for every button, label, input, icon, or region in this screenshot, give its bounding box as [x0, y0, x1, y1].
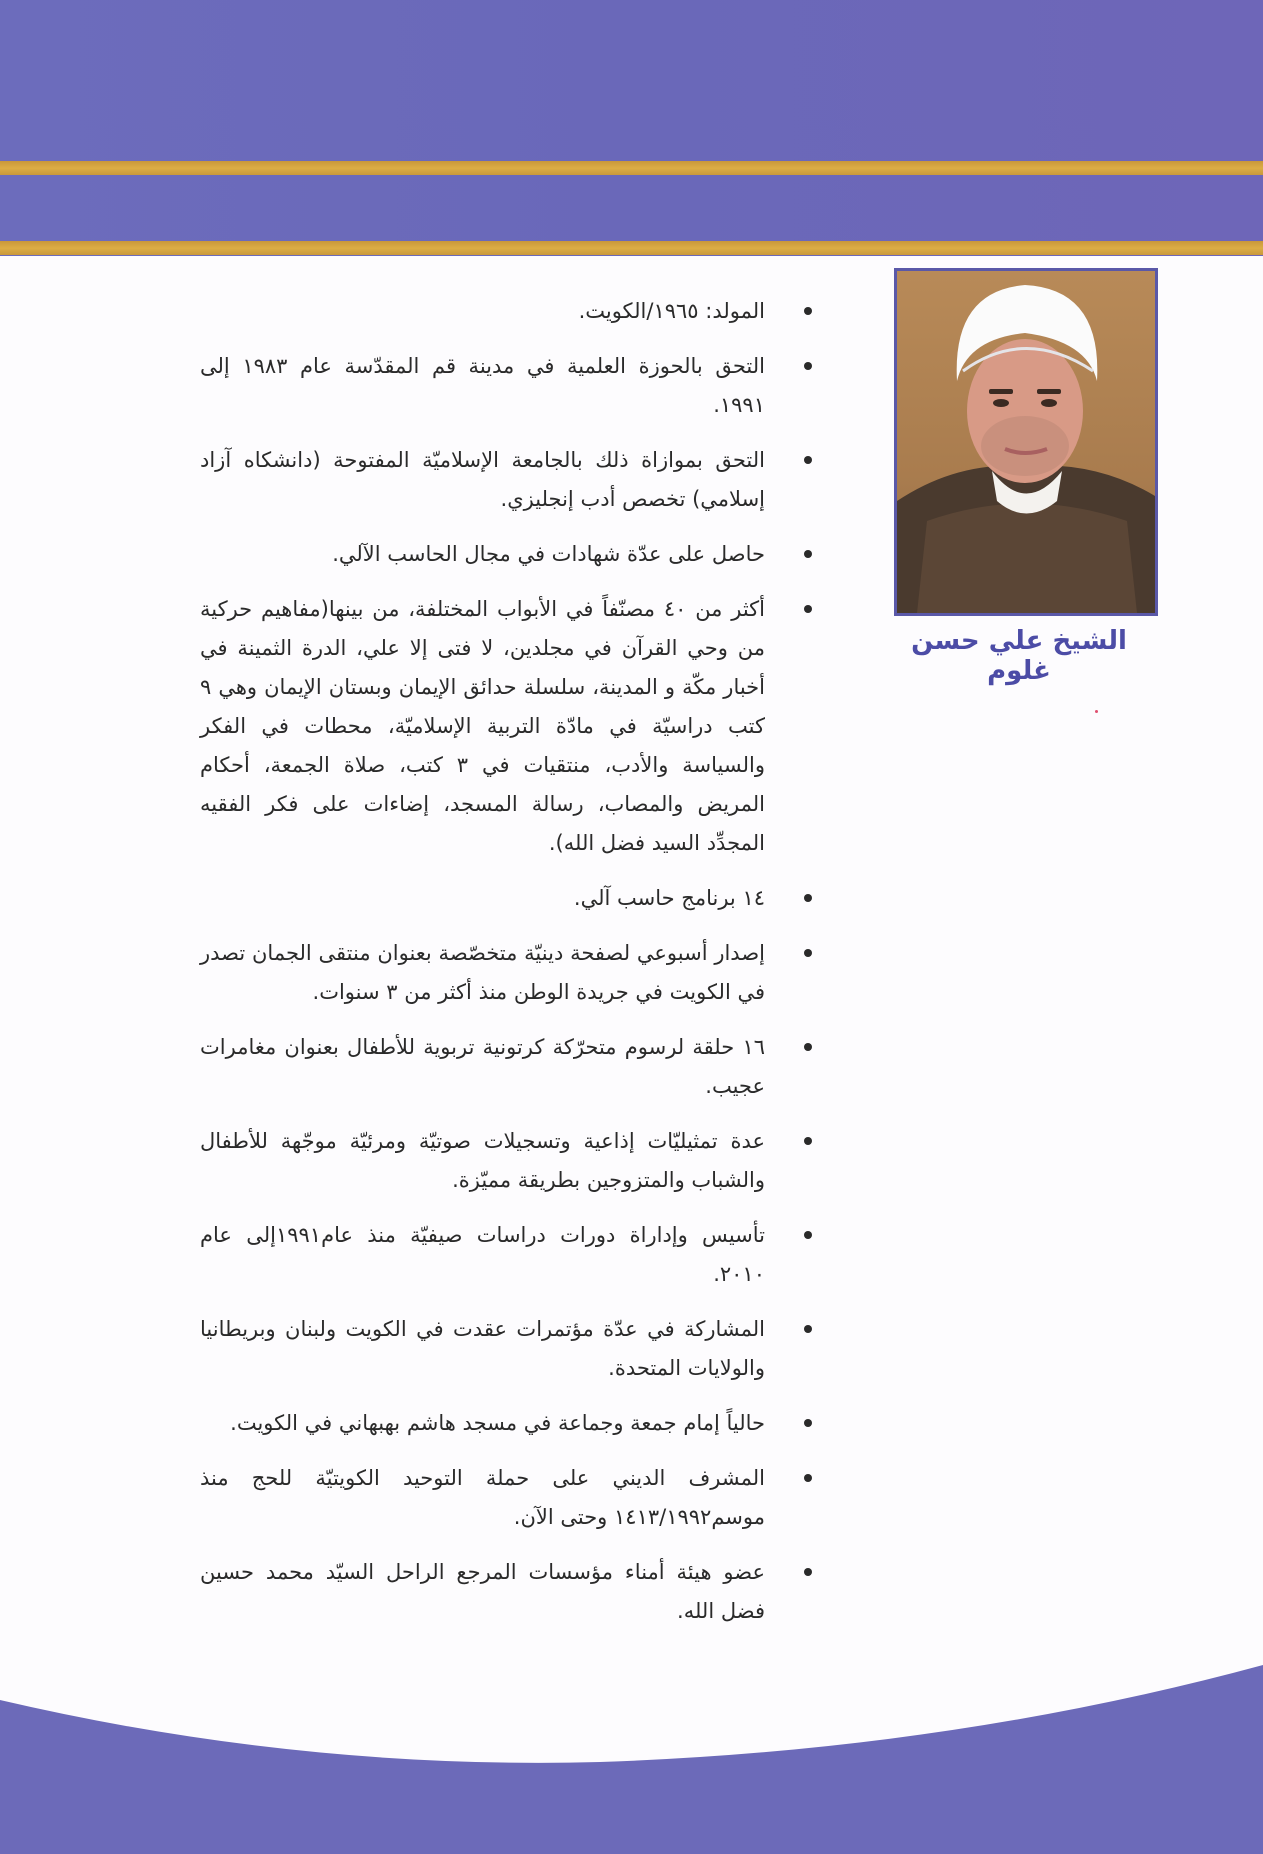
bio-item-text: أكثر من ٤٠ مصنّفاً في الأبواب المختلفة، من بينها(مفاهيم حركية من وحي القرآن في مجلدين، لا فتى إلا علي، الدرة الثمينة في أخبار مكّة و المدينة، سلسلة حدائق الإيمان وبستان الإيمان وهي ٩ كتب دراسيّة في مادّة التربية الإسلاميّة، محطات في الفكر والسياسة والأدب، منتقيات في ٣ كتب، صلاة الجمعة، أحكام المريض والمصاب، رسالة المسجد، إضاءات على فكر الفقيه المجدِّد السيد فضل الله). — [200, 597, 765, 855]
bullet-icon — [804, 1231, 812, 1239]
bio-item — [200, 1122, 820, 1200]
bio-item — [200, 535, 820, 574]
bio-item-text: التحق بموازاة ذلك بالجامعة الإسلاميّة المفتوحة (دانشكاه آزاد إسلامي) تخصص أدب إنجليزي. — [200, 448, 765, 511]
bio-item — [200, 879, 820, 918]
bio-item-text: حاصل على عدّة شهادات في مجال الحاسب الآلي. — [332, 542, 765, 566]
bullet-icon — [804, 1568, 812, 1576]
footer-wave — [0, 1640, 1263, 1854]
bio-item — [200, 292, 820, 331]
bio-item-text: ١٤ برنامج حاسب آلي. — [573, 886, 765, 910]
bio-item-text: تأسيس وإداراة دورات دراسات صيفيّة منذ عام١٩٩١إلى عام ٢٠١٠. — [200, 1223, 765, 1286]
bio-item-text: المشرف الديني على حملة التوحيد الكويتيّة للحج منذ موسم١٤١٣/١٩٩٢ وحتى الآن. — [200, 1466, 765, 1529]
bio-item — [200, 1310, 820, 1388]
bio-item — [200, 1216, 820, 1294]
bullet-icon — [804, 949, 812, 957]
gold-stripe-bottom — [0, 241, 1263, 255]
bullet-icon — [804, 1419, 812, 1427]
bio-list — [200, 292, 820, 1647]
bullet-icon — [804, 550, 812, 558]
bio-item — [200, 1459, 820, 1537]
bio-item-text: التحق بالحوزة العلمية في مدينة قم المقدّسة عام ١٩٨٣ إلى ١٩٩١. — [200, 354, 765, 417]
profile-name: الشيخ علي حسن غلوم — [911, 626, 1127, 686]
bio-item — [200, 1404, 820, 1443]
bio-item — [200, 590, 820, 863]
bullet-icon — [804, 1474, 812, 1482]
bio-item — [200, 441, 820, 519]
bio-item-text: المولد: ١٩٦٥/الكويت. — [578, 299, 765, 323]
print-speck — [1095, 710, 1098, 713]
bio-item — [200, 347, 820, 425]
bio-item-text: عدة تمثيليّات إذاعية وتسجيلات صوتيّة ومرئيّة موجّهة للأطفال والشباب والمتزوجين بطريقة مميّزة. — [200, 1129, 765, 1192]
bullet-icon — [804, 307, 812, 315]
bio-item-text: حالياً إمام جمعة وجماعة في مسجد هاشم بهبهاني في الكويت. — [230, 1411, 765, 1435]
bio-item — [200, 1028, 820, 1106]
bio-item — [200, 1553, 820, 1631]
footer-curve-shape — [0, 1665, 1263, 1854]
bullet-icon — [804, 1137, 812, 1145]
bio-item-text: المشاركة في عدّة مؤتمرات عقدت في الكويت ولبنان وبريطانيا والولايات المتحدة. — [200, 1317, 765, 1380]
bullet-icon — [804, 605, 812, 613]
gold-stripe-top — [0, 161, 1263, 175]
bullet-icon — [804, 894, 812, 902]
portrait-photo — [894, 268, 1158, 616]
bio-item-text: إصدار أسبوعي لصفحة دينيّة متخصّصة بعنوان منتقى الجمان تصدر في الكويت في جريدة الوطن منذ أكثر من ٣ سنوات. — [200, 941, 765, 1004]
bullet-icon — [804, 1043, 812, 1051]
bio-item-text: عضو هيئة أمناء مؤسسات المرجع الراحل السيّد محمد حسين فضل الله. — [200, 1560, 765, 1623]
portrait-illustration — [897, 271, 1155, 613]
bio-item — [200, 934, 820, 1012]
bullet-icon — [804, 1325, 812, 1333]
bullet-icon — [804, 456, 812, 464]
header-banner — [0, 0, 1263, 256]
bullet-icon — [804, 362, 812, 370]
bio-item-text: ١٦ حلقة لرسوم متحرّكة كرتونية تربوية للأطفال بعنوان مغامرات عجيب. — [200, 1035, 765, 1098]
